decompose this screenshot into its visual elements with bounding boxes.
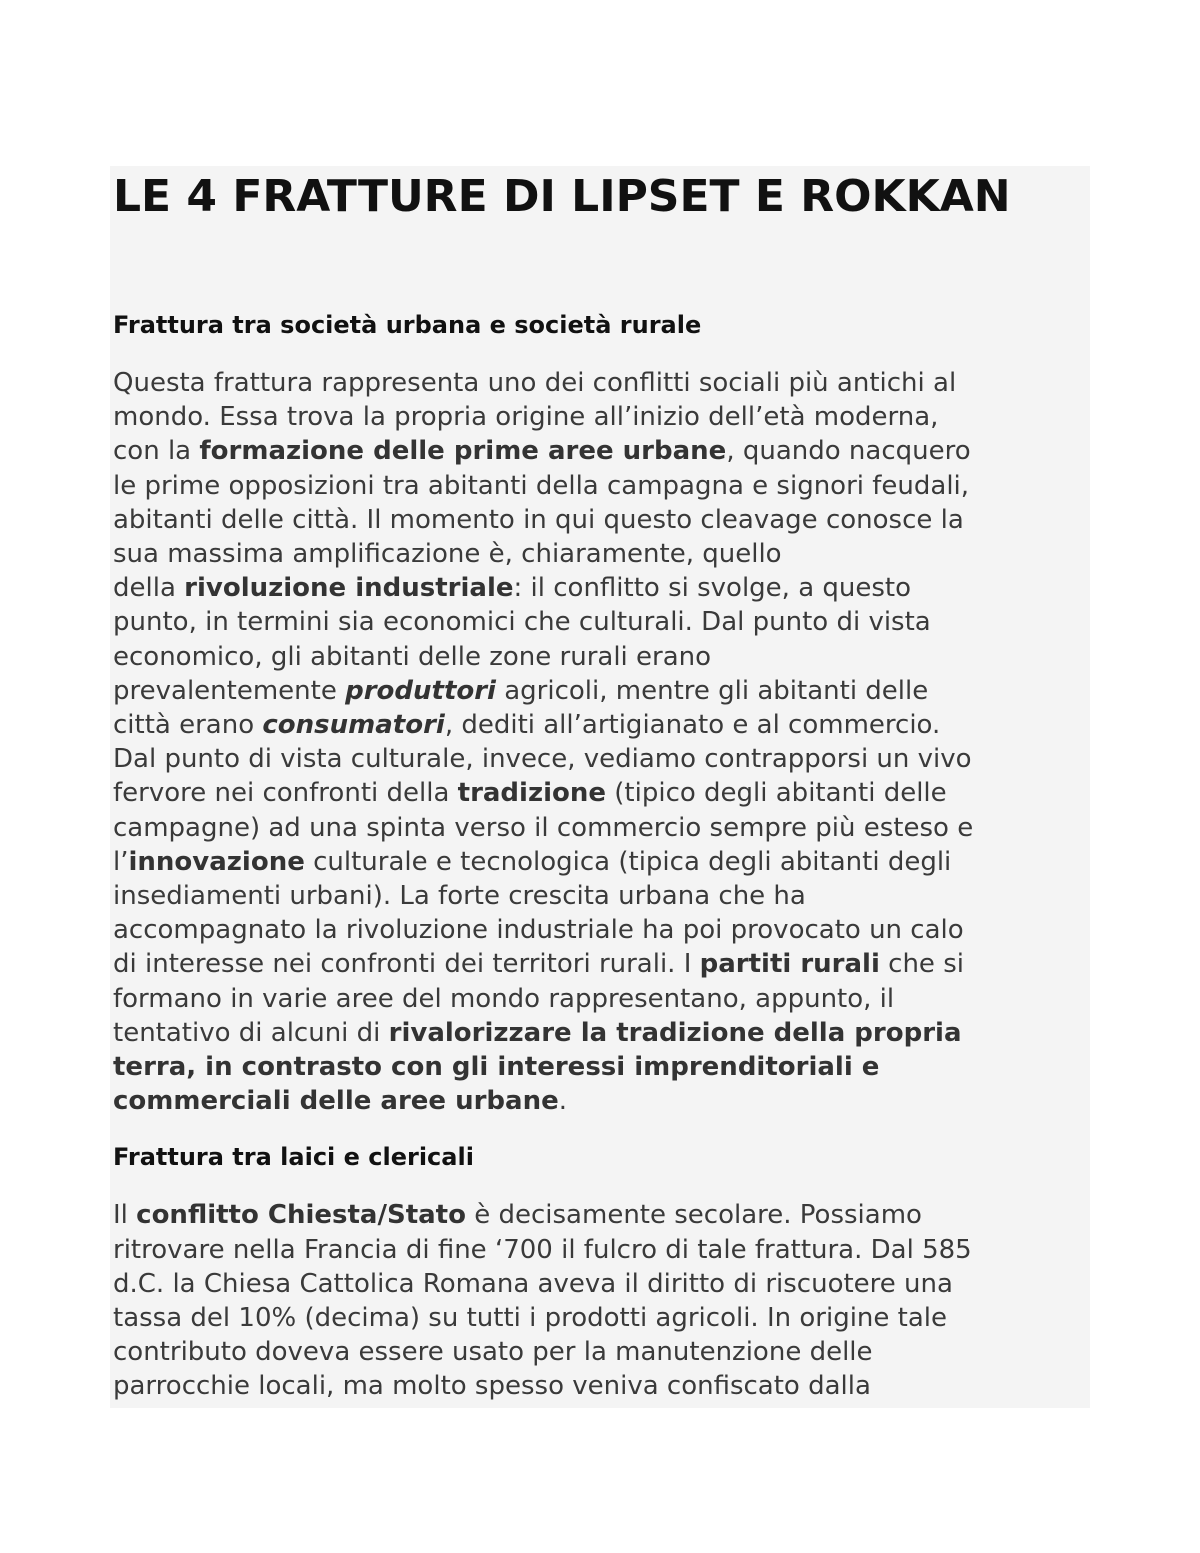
section-paragraph-laici-clericali <box>113 1198 1090 1403</box>
document-title: LE 4 FRATTURE DI LIPSET E ROKKAN <box>113 171 1011 222</box>
text-run: l’ <box>113 846 129 877</box>
text-run: prevalentemente <box>113 675 346 706</box>
text-line <box>113 811 1090 845</box>
document-content <box>110 166 1090 1404</box>
section-heading-laici-clericali: Frattura tra laici e clericali <box>113 1143 474 1172</box>
text-line <box>113 571 1090 605</box>
section-heading-urban-rural: Frattura tra società urbana e società rurale <box>113 311 702 339</box>
text-run: (tipico degli abitanti delle <box>606 778 947 809</box>
text-run: tassa del 10% (decima) su tutti i prodotti agricoli. In origine tale <box>113 1303 948 1334</box>
text-line <box>113 1198 1090 1232</box>
text-line <box>113 1369 1090 1403</box>
text-line <box>113 947 1090 981</box>
text-run: : il conflitto si svolge, a questo <box>513 573 912 604</box>
emphasized-text: rivoluzione industriale <box>184 573 514 604</box>
text-run: insediamenti urbani). La forte crescita urbana che ha <box>113 881 806 912</box>
text-line <box>113 1301 1090 1335</box>
text-run: culturale e tecnologica (tipica degli abitanti degli <box>304 846 952 877</box>
text-line <box>113 742 1090 776</box>
text-line <box>113 640 1090 674</box>
text-run: abitanti delle città. Il momento in qui questo cleavage conosce la <box>113 504 964 535</box>
emphasized-text: rivalorizzare la tradizione della propria <box>388 1017 962 1048</box>
text-line <box>113 1084 1090 1118</box>
emphasized-text: tradizione <box>457 778 607 809</box>
text-run: ritrovare nella Francia di fine ‘700 il fulcro di tale frattura. Dal 585 <box>113 1234 972 1265</box>
text-run: che si <box>879 949 964 980</box>
text-line <box>113 434 1090 468</box>
text-run: sua massima amplificazione è, chiaramente, quello <box>113 539 782 570</box>
text-line <box>113 776 1090 810</box>
text-run: Il <box>113 1200 137 1231</box>
text-line <box>113 1233 1090 1267</box>
text-line <box>113 1016 1090 1050</box>
emphasized-text: formazione delle prime aree urbane <box>199 436 727 467</box>
emphasized-text: partiti rurali <box>699 949 880 980</box>
text-run: campagne) ad una spinta verso il commercio sempre più esteso e <box>113 812 974 843</box>
text-line <box>113 1267 1090 1301</box>
text-run: città erano <box>113 710 263 741</box>
text-run: d.C. la Chiesa Cattolica Romana aveva il diritto di riscuotere una <box>113 1268 953 1299</box>
text-run: è decisamente secolare. Possiamo <box>465 1200 922 1231</box>
text-line <box>113 503 1090 537</box>
text-run: agricoli, mentre gli abitanti delle <box>495 675 929 706</box>
text-run: fervore nei confronti della <box>113 778 458 809</box>
text-run: accompagnato la rivoluzione industriale ha poi provocato un calo <box>113 915 964 946</box>
text-line <box>113 982 1090 1016</box>
text-line <box>113 845 1090 879</box>
text-run: di interesse nei confronti dei territori rurali. I <box>113 949 700 980</box>
emphasized-text: innovazione <box>128 846 305 877</box>
text-run: formano in varie aree del mondo rappresentano, appunto, il <box>113 983 895 1014</box>
emphasized-text: commerciali delle aree urbane <box>113 1086 559 1117</box>
text-line <box>113 366 1090 400</box>
text-run: della <box>113 573 185 604</box>
text-line <box>113 1335 1090 1369</box>
text-line <box>113 469 1090 503</box>
document-page <box>110 166 1090 1408</box>
text-run: Questa frattura rappresenta uno dei conflitti sociali più antichi al <box>113 368 957 398</box>
emphasized-text: terra, in contrasto con gli interessi imprenditoriali e <box>113 1052 880 1083</box>
text-run: contributo doveva essere usato per la manutenzione delle <box>113 1337 873 1368</box>
text-run: economico, gli abitanti delle zone rurali erano <box>113 641 712 672</box>
section-paragraph-urban-rural <box>113 366 1090 1118</box>
text-run: . <box>558 1086 567 1117</box>
text-run: tentativo di alcuni di <box>113 1017 389 1048</box>
text-run: , dediti all’artigianato e al commercio. <box>444 710 941 741</box>
text-run: mondo. Essa trova la propria origine all’inizio dell’età moderna, <box>113 402 939 433</box>
text-line <box>113 537 1090 571</box>
text-run: punto, in termini sia economici che culturali. Dal punto di vista <box>113 607 931 638</box>
emphasized-text: consumatori <box>262 710 445 741</box>
text-run: le prime opposizioni tra abitanti della campagna e signori feudali, <box>113 470 970 501</box>
text-line <box>113 913 1090 947</box>
text-line <box>113 400 1090 434</box>
text-line <box>113 605 1090 639</box>
text-run: parrocchie locali, ma molto spesso veniva confiscato dalla <box>113 1371 871 1402</box>
text-line <box>113 879 1090 913</box>
text-run: con la <box>113 436 200 467</box>
text-line <box>113 674 1090 708</box>
text-line <box>113 708 1090 742</box>
text-line <box>113 1050 1090 1084</box>
emphasized-text: conflitto Chiesta/Stato <box>136 1200 466 1231</box>
emphasized-text: produttori <box>345 675 496 706</box>
text-run: , quando nacquero <box>726 436 971 467</box>
text-run: Dal punto di vista culturale, invece, vediamo contrapporsi un vivo <box>113 744 972 775</box>
